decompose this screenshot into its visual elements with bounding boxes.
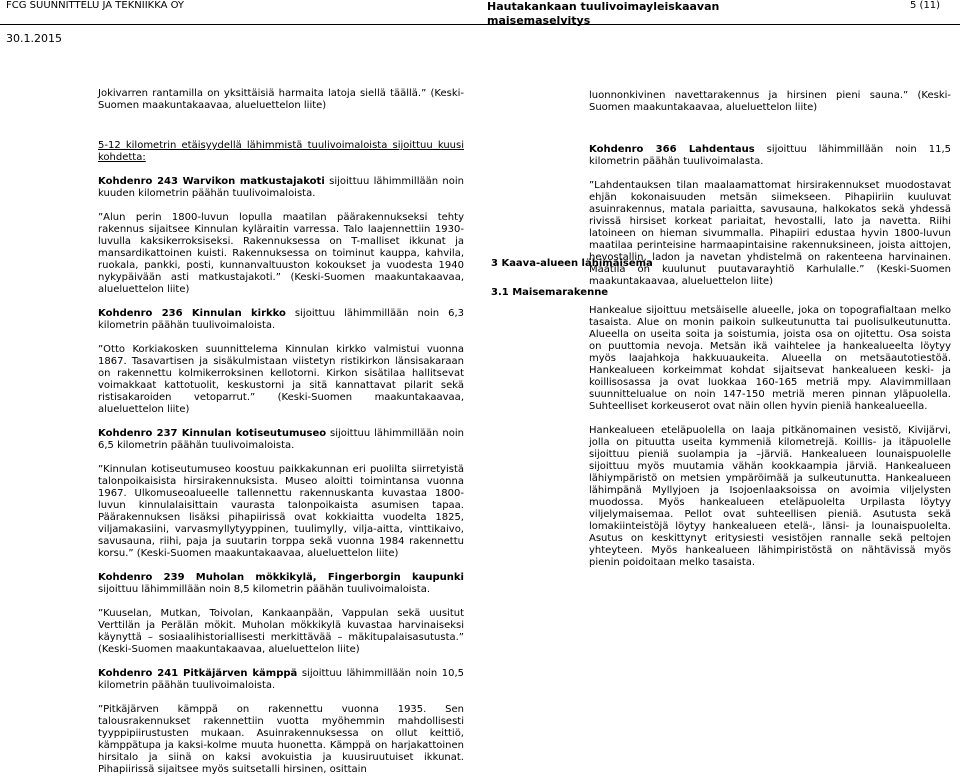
- entry-241: Kohdenro 241 Pitkäjärven kämppä sijoittuu lähimmillään noin 10,5 kilometrin päähän tuulivoimaloista.: [98, 668, 464, 691]
- maisemarakenne-para-2: Hankealueen eteläpuolella on laaja pitkänomainen vesistö, Kivijärvi, jolla on pituutta useita kymmeniä kilometrejä. Koillis- ja itäpuolelle sijoittuu pieniä suolampia ja –järviä. Hankealueen lounaispuolelle sijoittuu myös muutamia vähän kookkaampia järviä. Hankealueen lähiympäristö on metsien ympäröimää ja sulkeutunutta. Hankealueen lähimpänä Myllyjoen ja Isojoenlaaksoissa on avoimia viljelysten muodossa. Myös hankealueen eteläpuolelta Urpilasta löytyy viljelymaisemaa. Pellot ovat suhteellisen pieniä. Asutusta sekä lomakiinteistöjä löytyy hankealueen etelä-, länsi- ja lounaispuolelta. Asutus on keskittynyt eritysiesti vesistöjen rannalle sekä peltojen yhteyteen. Myös hankealueen lähimpiristöstä on nähtävissä myös pienin poidoitaan melko tasaista.: [589, 425, 951, 568]
- entry-237-quote: ”Kinnulan kotiseutumuseo koostuu paikkakunnan eri puolilta siirretyistä talonpoikaisista hirsirakennuksista. Museo aloitti toimintansa vuonna 1967. Ulkomuseoalueelle tallennettu rakennuskanta kuvastaa 1800-luvun kinnulalaisittain vaurasta talonpoikaista asumisen tapaa. Päärakennuksen lisäksi pihapiirissä ovat kokkiaitta vuodelta 1825, viljamakasiini, varvasmyllytyyppinen, tuulimylly, vilja-aitta, vinttikaivo, savusauna, riihi, paja ja suutarin torppa sekä vuonna 1984 rakennettu korsu.” (Keski-Suomen maakuntakaavaa, alueluettelon liite): [98, 464, 464, 559]
- entry-366: Kohdenro 366 Lahdentaus sijoittuu lähimmillään noin 11,5 kilometrin päähän tuulivoimalasta.: [589, 144, 951, 167]
- entry-243-quote: ”Alun perin 1800-luvun lopulla maatilan päärakennukseksi tehty rakennus sijaitsee Kinnulan kyläraitin varressa. Talo laajennettiin 1930-luvulla kaksikerroksiseksi. Rakennuksessa on T-malliset ikkunat ja mansardikattoinen kuisti. Rakennuksessa on toiminut kauppa, kahvila, ruokala, pankki, posti, kunnanvaltuuston kokoukset ja vuodesta 1940 nykypäivään asti matkustajakoti.” (Keski-Suomen maakuntakaavaa, alueluettelon liite): [98, 212, 464, 295]
- header-page-number: 5 (11): [910, 0, 941, 11]
- left-column: [98, 88, 464, 776]
- section-heading: 5-12 kilometrin etäisyydellä lähimmistä tuulivoimaloista sijoittuu kuusi kohdetta:: [98, 140, 464, 163]
- right-column-body: [589, 305, 951, 569]
- entry-239: Kohdenro 239 Muholan mökkikylä, Fingerborgin kaupunki sijoittuu lähimmillään noin 8,5 kilometrin päähän tuulivoimaloista.: [98, 572, 464, 595]
- header-date: 30.1.2015: [6, 32, 62, 45]
- section-3-1-heading: 3.1 Maisemarakenne: [491, 287, 609, 298]
- entry-243: Kohdenro 243 Warvikon matkustajakoti sijoittuu lähimmillään noin kuuden kilometrin päähän tuulivoimaloista.: [98, 176, 464, 199]
- left-intro: Jokivarren rantamilla on yksittäisiä harmaita latoja siellä täällä.” (Keski-Suomen maakuntakaavaa, alueluettelon liite): [98, 88, 464, 111]
- entry-239-quote: ”Kuuselan, Mutkan, Toivolan, Kankaanpään, Vappulan sekä uusitut Verttilän ja Perälän mökit. Muholan mökkikylä kuvastaa harvinaiseksi käynyttä – sosiaalihistoriallisesti merkittävää – mäkitupalaisasutusta.” (Keski-Suomen maakuntakaavaa, alueluettelon liite): [98, 608, 464, 655]
- entry-366-quote: ”Lahdentauksen tilan maalaamattomat hirsirakennukset muodostavat ehjän kokonaisuuden metsän siimekseen. Pihapiiriin kuuluvat asuinrakennus, matala pariaitta, savusauna, halkokatos sekä yhdessä rivissä hirsiset korkeat pariaitat, hevostalli, lato ja navetta. Riihi latoineen on hieman sivummalla. Pihapiiri edustaa hyvin 1800-luvun maatilaa perinteisine harmaapintaisine rakennuksineen, joista aittojen, hevostallin, ladon ja navetan yhdistelmä on rakenteena harvinainen. Maatila on kuulunut puutavarayhtiö Karhulalle.” (Keski-Suomen maakuntakaavaa, alueluettelon liite): [589, 180, 951, 287]
- right-intro: luonnonkivinen navettarakennus ja hirsinen pieni sauna.” (Keski-Suomen maakuntakaavaa, alueluettelon liite): [589, 90, 951, 113]
- header-title: Hautakankaan tuulivoimayleiskaavan maisemaselvitys: [487, 0, 720, 27]
- entry-237: Kohdenro 237 Kinnulan kotiseutumuseo sijoittuu lähimmillään noin 6,5 kilometrin päähän tuulivoimaloista.: [98, 428, 464, 451]
- section-3-heading: 3 Kaava-alueen lähimaisema: [491, 258, 653, 269]
- maisemarakenne-para-1: Hankealue sijoittuu metsäiselle alueelle, joka on topografialtaan melko tasaista. Alue on monin paikoin sulkeutunutta tai puolisulkeutunutta. Alueella on useita soita ja soistumia, joista osa on ojitettu. Osa soista on puuttomia nevoja. Metsän ikä vaihtelee ja hankealueelta löytyy myös laajahkoja hakkuuaukeita. Alueella on metsäautotiestöä. Hankealueen korkeimmat kohdat sijaitsevat hankealueen keski- ja koillisosassa ja ovat luokkaa 160-165 metriä mpy. Alavimmillaan suunnittelualue on noin 147-150 metriä meren pinnan yläpuolella. Suhteelliset korkeuserot ovat näin ollen hyvin pieniä hankealueella.: [589, 305, 951, 412]
- header-rule: [0, 24, 960, 25]
- entry-236-quote: ”Otto Korkiakosken suunnittelema Kinnulan kirkko valmistui vuonna 1867. Tasavartisen ja sisäkulmistaan viistetyn ristikirkon länsisakaraan on rakennettu kolmikerroksinen kellotorni. Kirkon sisätilaa hallitsevat voimakkaat kattotuolit, keskustorni ja sitä kannattavat pilarit sekä ristisakaroiden vetoparrut.” (Keski-Suomen maakuntakaavaa, alueluettelon liite): [98, 344, 464, 415]
- entry-241-quote: ”Pitkäjärven kämppä on rakennettu vuonna 1935. Sen talousrakennukset rakennettiin vuotta myöhemmin mahdollisesti tyyppipiirustusten mukaan. Asuinrakennuksessa on ollut keittiö, kämppätupa ja kaksi-kolme muuta huonetta. Kämppä on harjakattoinen hirsitalo ja siinä on kaksi avokuistia ja kuusiruutuiset ikkunat. Pihapiirissä sijaitsee myös suitsetalli hirsinen, osittain: [98, 704, 464, 775]
- entry-236: Kohdenro 236 Kinnulan kirkko sijoittuu lähimmillään noin 6,3 kilometrin päähän tuulivoimaloista.: [98, 308, 465, 331]
- header-company: FCG SUUNNITTELU JA TEKNIIKKA OY: [6, 0, 185, 11]
